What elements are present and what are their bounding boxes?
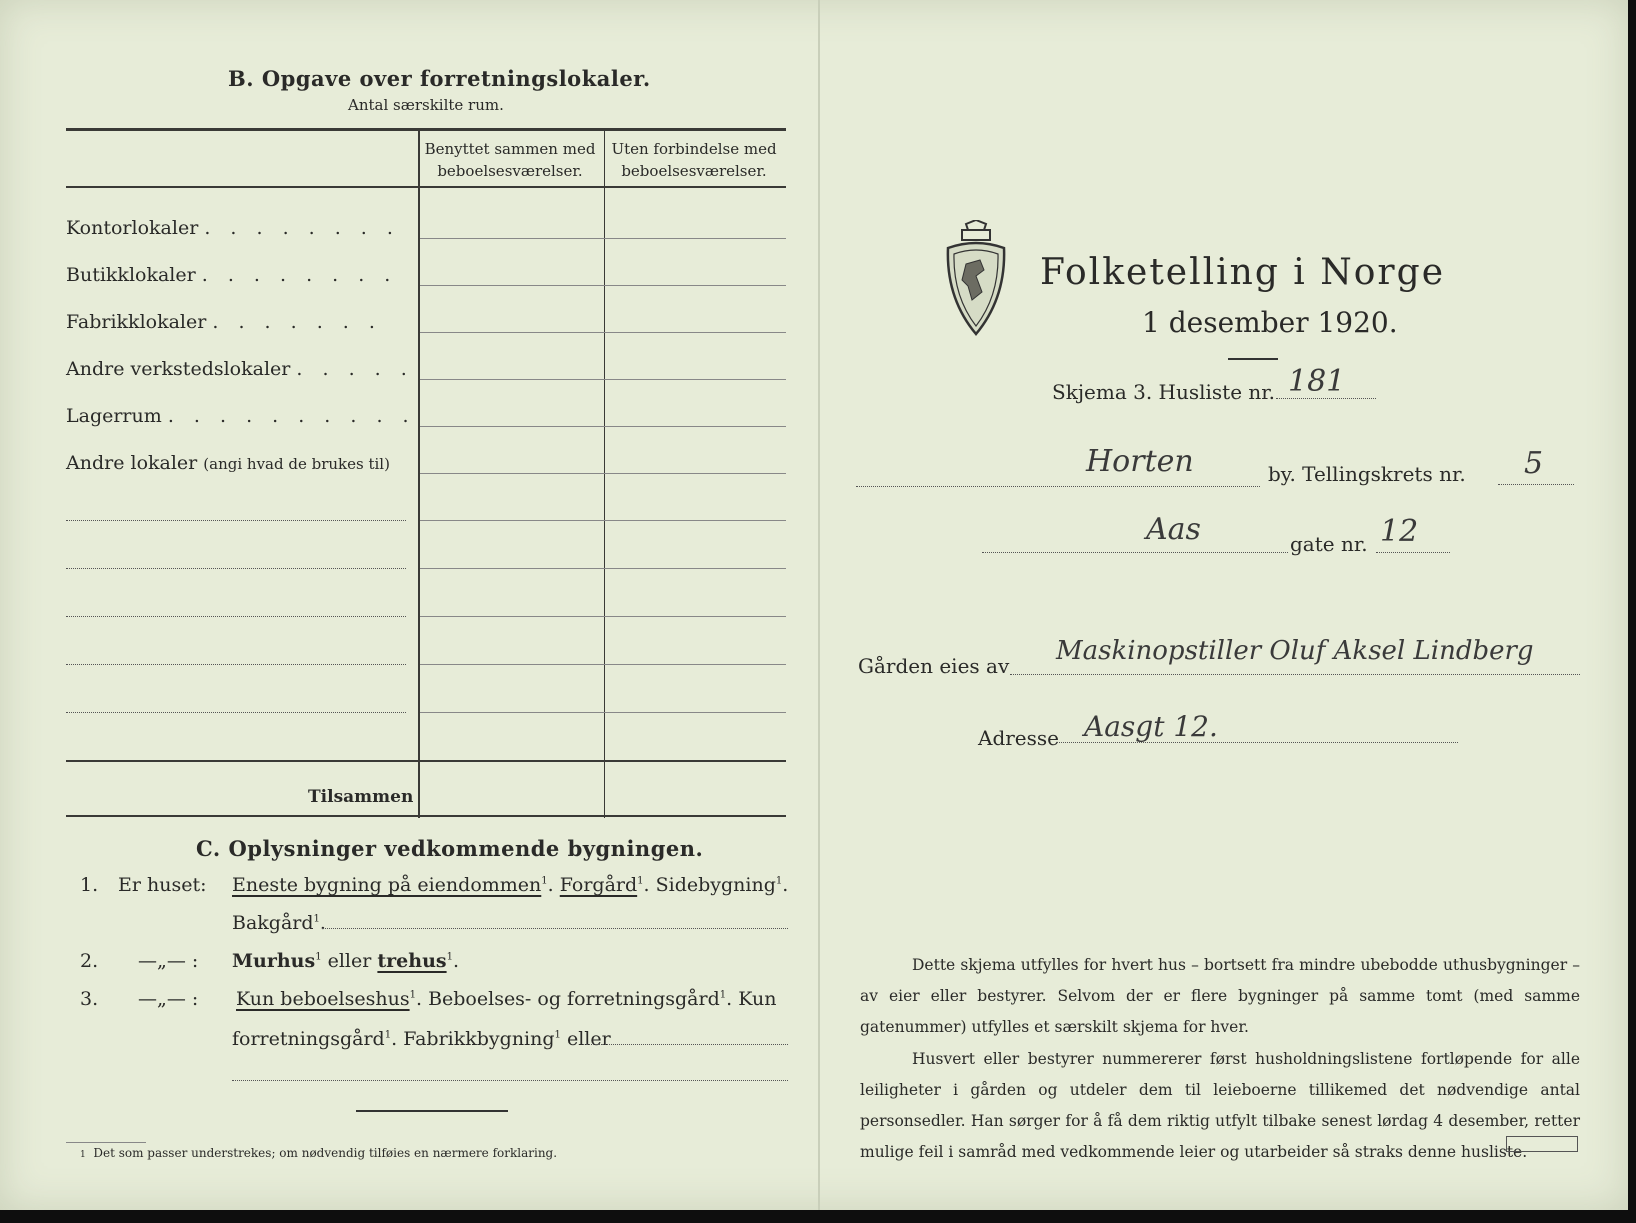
skjema-label: Skjema 3. Husliste nr. xyxy=(1052,380,1276,404)
blank-line[interactable] xyxy=(66,520,406,521)
q2-options: Murhus$^1$ eller trehus$^1$. xyxy=(232,950,460,972)
option-fabrikkbygning[interactable]: Fabrikkbygning xyxy=(403,1028,555,1050)
row-verkstedslokaler: Andre verkstedslokaler . . . . . xyxy=(66,358,414,380)
row-rule xyxy=(420,712,786,713)
section-b-subtitle: Antal særskilte rum. xyxy=(348,96,504,114)
q1-options: Eneste bygning på eiendommen$^1$. Forgård$^1$. Sidebygning$^1$. xyxy=(232,874,789,896)
by-value[interactable]: Horten xyxy=(1086,444,1194,479)
gate-line xyxy=(982,552,1288,553)
page-fold xyxy=(818,0,820,1210)
q2-number: 2. xyxy=(80,950,99,972)
krets-line xyxy=(1498,484,1574,485)
eier-line xyxy=(1010,674,1580,675)
footnote-rule xyxy=(66,1142,146,1143)
row-rule xyxy=(420,285,786,286)
option-bakgard[interactable]: Bakgård xyxy=(232,912,314,934)
separator-rule xyxy=(356,1110,508,1112)
footnote: 1 Det som passer understrekes; om nødvendig tilføies en nærmere forklaring. xyxy=(80,1146,558,1160)
section-c-title: C. Oplysninger vedkommende bygningen. xyxy=(196,836,704,861)
printer-stamp xyxy=(1506,1136,1578,1152)
by-label: by. Tellingskrets nr. xyxy=(1268,462,1466,486)
word-eller: eller xyxy=(327,950,372,972)
row-kontorlokaler: Kontorlokaler . . . . . . . . xyxy=(66,217,400,239)
q1-number: 1. xyxy=(80,874,99,896)
blank-line[interactable] xyxy=(586,1044,788,1045)
total-top-rule xyxy=(66,760,786,762)
blank-line[interactable] xyxy=(66,664,406,665)
adresse-line xyxy=(1056,742,1458,743)
q3-number: 3. xyxy=(80,988,99,1010)
coat-of-arms-icon xyxy=(942,220,1010,338)
table-col-divider-2 xyxy=(604,130,605,818)
table-header-rule xyxy=(66,186,786,188)
row-rule xyxy=(420,473,786,474)
husliste-line xyxy=(1276,398,1376,399)
option-beboelses-og-forretningsgard[interactable]: Beboelses- og forretningsgård xyxy=(428,988,720,1010)
row-rule xyxy=(420,664,786,665)
gate-nr-line xyxy=(1376,552,1450,553)
table-top-rule xyxy=(66,128,786,131)
option-forgard[interactable]: Forgård xyxy=(559,874,638,896)
row-rule xyxy=(420,332,786,333)
by-line xyxy=(856,486,1260,487)
census-date: 1 desember 1920. xyxy=(1142,306,1398,339)
option-forretningsgard[interactable]: forretningsgård xyxy=(232,1028,385,1050)
option-eneste-bygning[interactable]: Eneste bygning på eiendommen xyxy=(232,874,542,896)
option-trehus[interactable]: trehus xyxy=(377,950,447,972)
row-rule xyxy=(420,379,786,380)
table-col-divider-1 xyxy=(418,130,420,818)
q3-options-line2: forretningsgård$^1$. Fabrikkbygning$^1$ eller xyxy=(232,1028,611,1050)
blank-line[interactable] xyxy=(232,1080,788,1081)
row-rule xyxy=(420,426,786,427)
word-kun: Kun xyxy=(738,988,777,1010)
word-eller: eller xyxy=(566,1028,611,1050)
blank-line[interactable] xyxy=(66,568,406,569)
section-b-title: B. Opgave over forretningslokaler. xyxy=(228,66,651,91)
krets-number[interactable]: 5 xyxy=(1524,446,1544,481)
eier-value[interactable]: Maskinopstiller Oluf Aksel Lindberg xyxy=(1056,636,1534,666)
row-andre-lokaler: Andre lokaler (angi hvad de brukes til) xyxy=(66,452,390,474)
q1-label: Er huset: xyxy=(118,874,207,896)
row-rule xyxy=(420,616,786,617)
row-lagerrum: Lagerrum . . . . . . . . . . xyxy=(66,405,416,427)
option-sidebygning[interactable]: Sidebygning xyxy=(655,874,776,896)
gate-value[interactable]: Aas xyxy=(1146,512,1201,547)
total-label: Tilsammen xyxy=(308,787,414,807)
instructions-paragraph-1: Dette skjema utfylles for hvert hus – bortsett fra mindre ubebodde uthusbygninger – av eier eller bestyrer. Selvom der er flere bygninger på samme tomt (med samme gatenummer) utfylles et særskilt skjema for hver. xyxy=(860,956,1580,1036)
gate-label: gate nr. xyxy=(1290,532,1368,556)
instructions-paragraph-2: Husvert eller bestyrer nummererer først husholdningslistene fortløpende for alle leiligheter i gården og utdeler dem til leieboerne tillikemed det nødvendige antal personsedler. Han sørger for å få dem riktig utfylt tilbake senest lørdag 4 desember, retter mulige feil i samråd med vedkommende leier og utarbeider så straks denne husliste. xyxy=(860,1050,1580,1161)
blank-line[interactable] xyxy=(322,928,788,929)
eier-label: Gården eies av xyxy=(858,654,1010,678)
q3-label: —„— : xyxy=(138,988,199,1010)
husliste-number[interactable]: 181 xyxy=(1288,364,1346,399)
form-title: Folketelling i Norge xyxy=(1040,252,1445,293)
row-rule xyxy=(420,238,786,239)
row-fabrikklokaler: Fabrikklokaler . . . . . . . xyxy=(66,311,382,333)
q3-options: Kun beboelseshus$^1$. Beboelses- og forretningsgård$^1$. Kun xyxy=(236,988,777,1010)
q2-label: —„— : xyxy=(138,950,199,972)
q1-options-line2: Bakgård$^1$. xyxy=(232,912,326,934)
row-butikklokaler: Butikklokaler . . . . . . . . xyxy=(66,264,398,286)
col-header-with-rooms: Benyttet sammen med beboelsesværelser. xyxy=(424,140,596,180)
row-rule xyxy=(420,568,786,569)
option-murhus[interactable]: Murhus xyxy=(232,950,316,972)
total-bottom-rule xyxy=(66,815,786,817)
gate-number[interactable]: 12 xyxy=(1380,514,1419,549)
blank-line[interactable] xyxy=(66,712,406,713)
row-rule xyxy=(420,520,786,521)
blank-line[interactable] xyxy=(66,616,406,617)
adresse-label: Adresse xyxy=(978,726,1060,750)
date-underline xyxy=(1228,358,1278,360)
col-header-without-rooms: Uten forbindelse med beboelsesværelser. xyxy=(611,140,777,180)
option-kun-beboelseshus[interactable]: Kun beboelseshus xyxy=(236,988,410,1010)
adresse-value[interactable]: Aasgt 12. xyxy=(1084,710,1218,743)
